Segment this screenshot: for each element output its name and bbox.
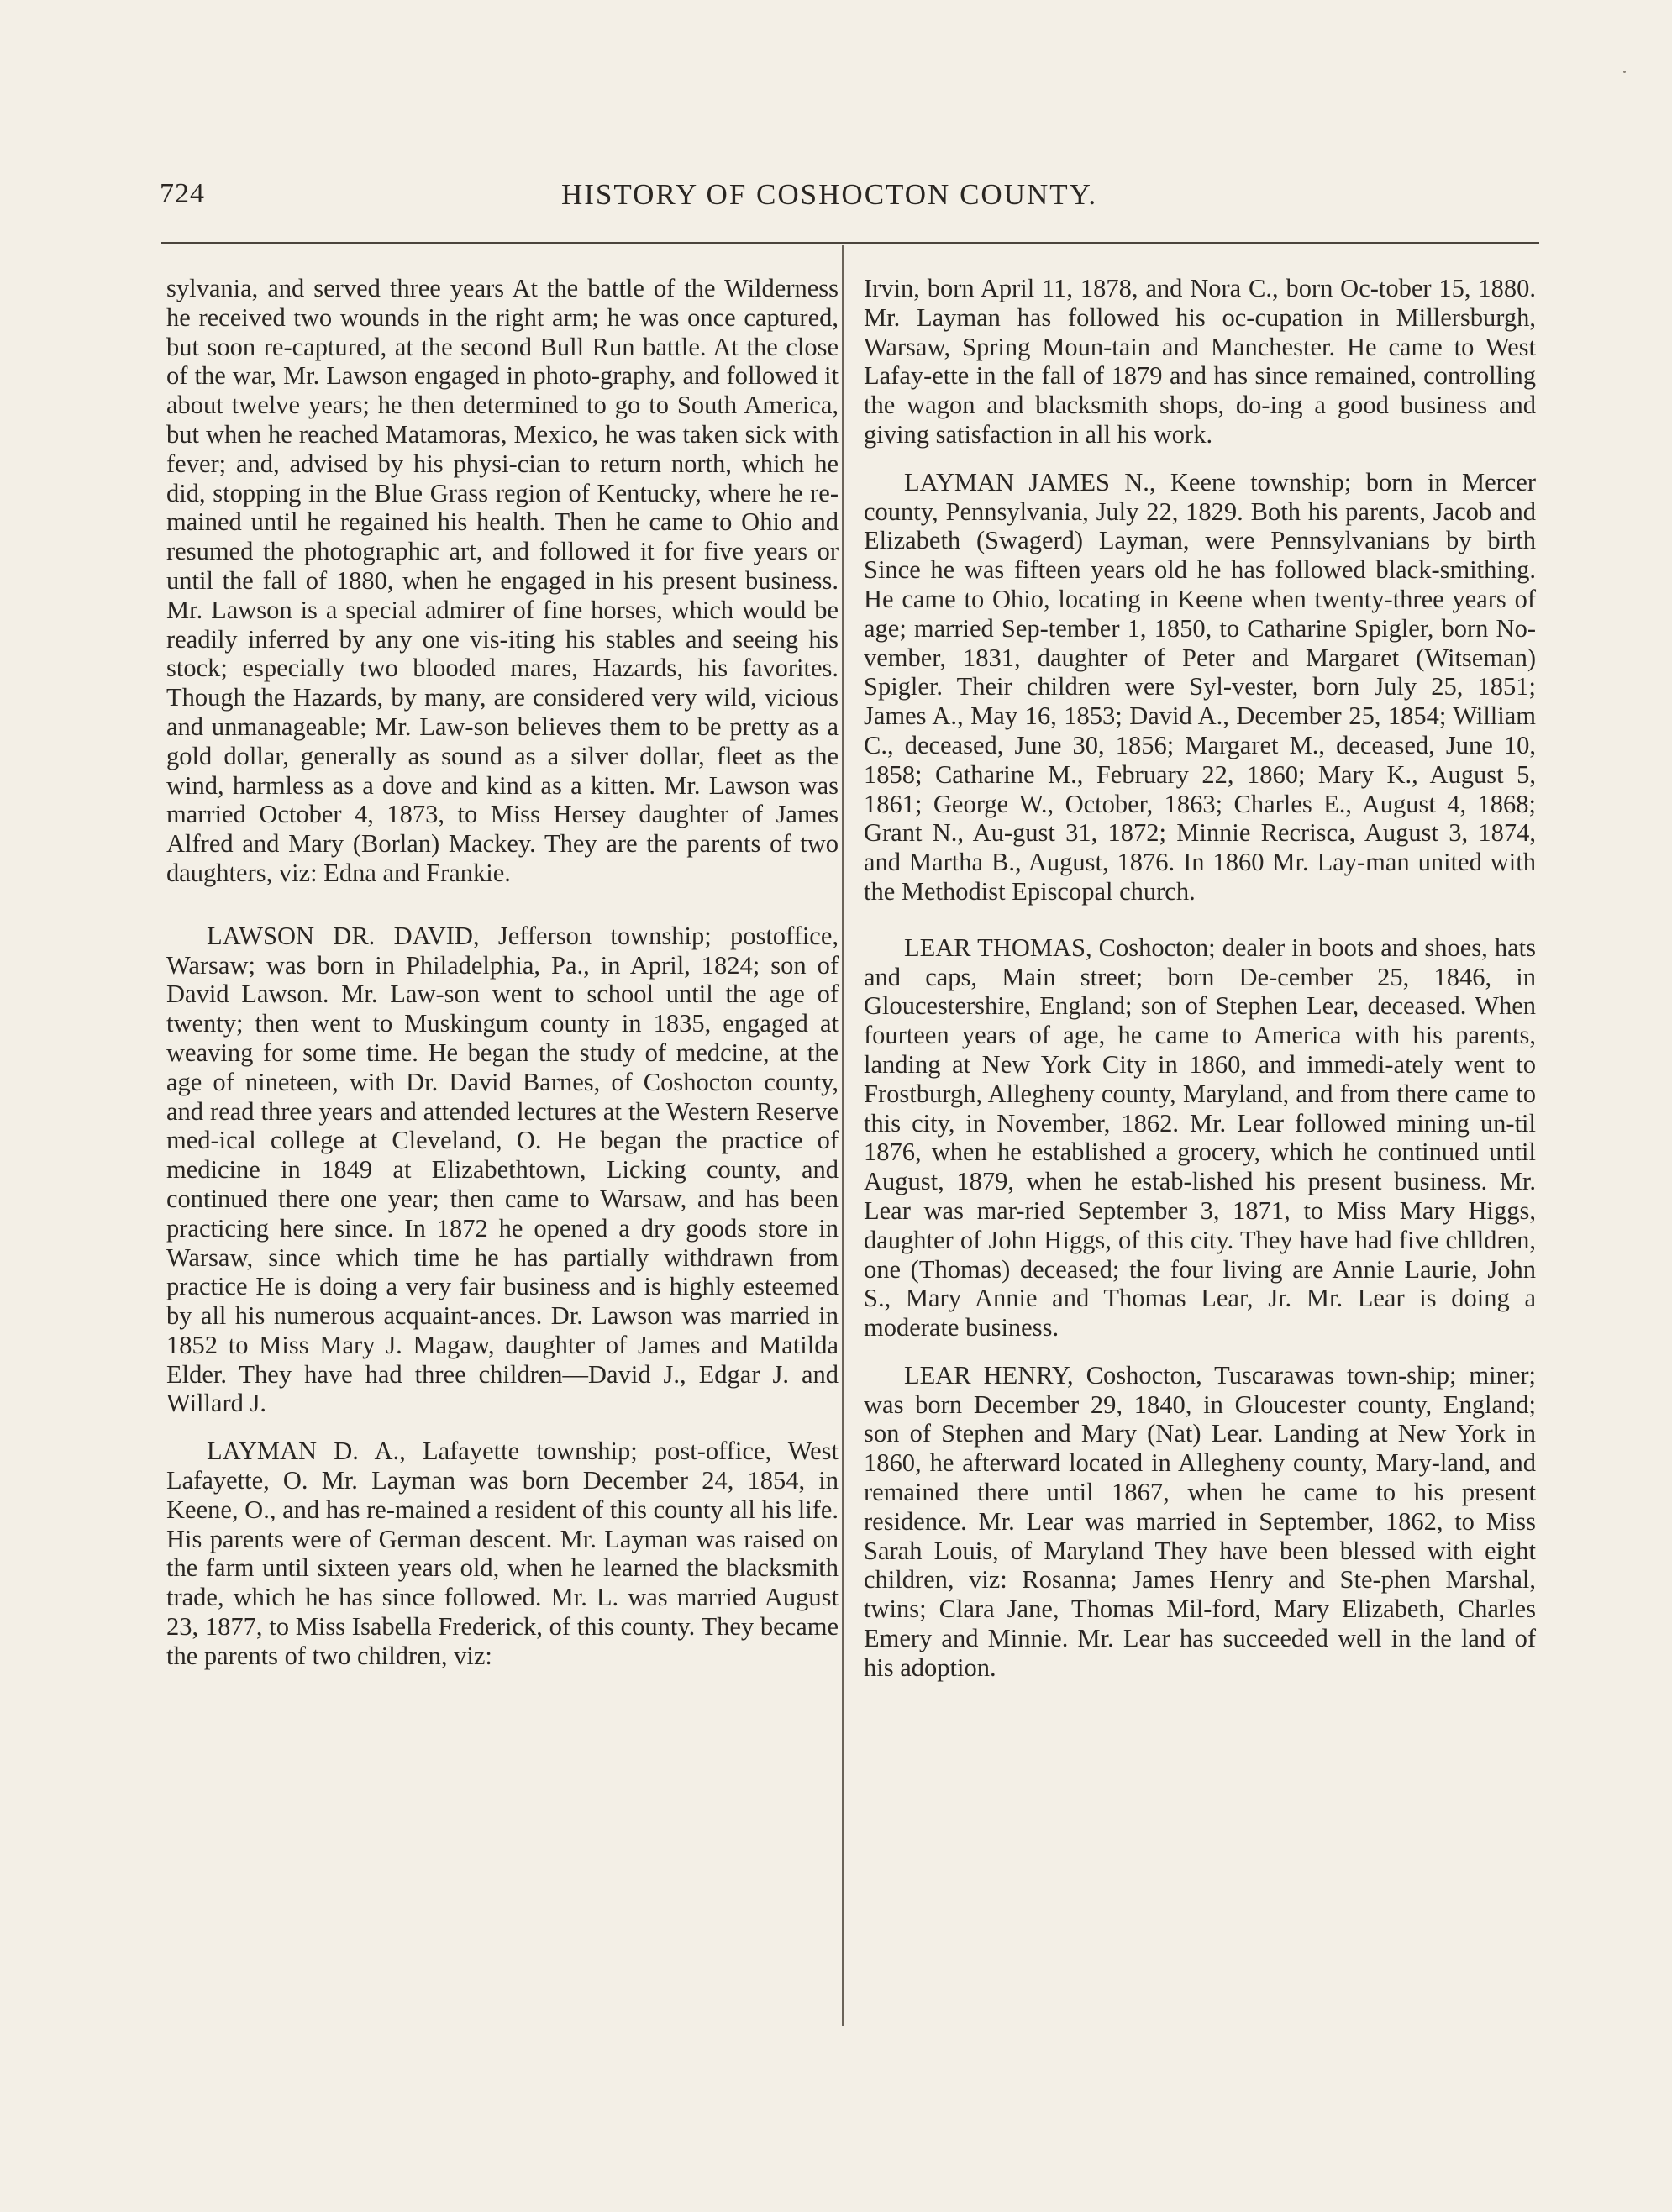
- entry-layman-d-a: LAYMAN D. A., Lafayette township; post-office, West Lafayette, O. Mr. Layman was born December 24, 1854, in Keene, O., and has re-mained a resident of this county all his life. His parents were of German descent. Mr. Layman was raised on the farm until sixteen years old, when he learned the blacksmith trade, which he has since followed. Mr. L. was married August 23, 1877, to Miss Isabella Frederick, of this county. They became the parents of two children, viz:: [166, 1437, 839, 1670]
- entry-lawson-david: LAWSON DR. DAVID, Jefferson township; postoffice, Warsaw; was born in Philadelphia, Pa., in April, 1824; son of David Lawson. Mr. Law-son went to school until the age of twenty; then went to Muskingum county in 1835, engaged at weaving for some time. He began the study of medcine, at the age of nineteen, with Dr. David Barnes, of Coshocton county, and read three years and attended lectures at the Western Reserve med-ical college at Cleveland, O. He began the practice of medicine in 1849 at Elizabethtown, Licking county, and continued there one year; then came to Warsaw, and has been practicing here since. In 1872 he opened a dry goods store in Warsaw, since which time he has partially withdrawn from practice He is doing a very fair business and is highly esteemed by all his numerous acquaint-ances. Dr. Lawson was married in 1852 to Miss Mary J. Magaw, daughter of James and Matilda Elder. They have had three children—David J., Edgar J. and Willard J.: [166, 921, 839, 1418]
- page-header: [160, 178, 1538, 229]
- entry-lear-thomas: LEAR THOMAS, Coshocton; dealer in boots and shoes, hats and caps, Main street; born De-cember 25, 1846, in Gloucestershire, England; son of Stephen Lear, deceased. When fourteen years of age, he came to America with his parents, landing at New York City in 1860, and immedi-ately went to Frostburgh, Allegheny county, Maryland, and from there came to this city, in November, 1862. Mr. Lear followed mining un-til 1876, when he established a grocery, which he continued until August, 1879, when he estab-lished his present business. Mr. Lear was mar-ried September 3, 1871, to Miss Mary Higgs, daughter of John Higgs, of this city. They have had five chlldren, one (Thomas) deceased; the four living are Annie Laurie, John S., Mary Annie and Thomas Lear, Jr. Mr. Lear is doing a moderate business.: [864, 933, 1536, 1342]
- entry-lear-henry: LEAR HENRY, Coshocton, Tuscarawas town-ship; miner; was born December 29, 1840, in Gloucester county, England; son of Stephen and Mary (Nat) Lear. Landing at New York in 1860, he afterward located in Allegheny county, Mary-land, and remained there until 1867, when he came to his present residence. Mr. Lear was married in September, 1862, to Miss Sarah Louis, of Maryland They have been blessed with eight children, viz: Rosanna; James Henry and Ste-phen Marshal, twins; Clara Jane, Thomas Mil-ford, Mary Elizabeth, Charles Emery and Minnie. Mr. Lear has succeeded well in the land of his adoption.: [864, 1360, 1536, 1682]
- left-column: [166, 274, 839, 1671]
- header-rule: [161, 242, 1539, 244]
- right-column: [864, 274, 1536, 1683]
- entry-layman-james: LAYMAN JAMES N., Keene township; born in Mercer county, Pennsylvania, July 22, 1829. Both his parents, Jacob and Elizabeth (Swagerd) Layman, were Pennsylvanians by birth Since he was fifteen years old he has followed black-smithing. He came to Ohio, locating in Keene when twenty-three years of age; married Sep-tember 1, 1850, to Catharine Spigler, born No-vember, 1831, daughter of Peter and Margaret (Witseman) Spigler. Their children were Syl-vester, born July 25, 1851; James A., May 16, 1853; David A., December 25, 1854; William C., deceased, June 30, 1856; Margaret M., deceased, June 10, 1858; Catharine M., February 22, 1860; Mary K., August 5, 1861; George W., October, 1863; Charles E., August 4, 1868; Grant N., Au-gust 31, 1872; Minnie Recrisca, August 3, 1874, and Martha B., August, 1876. In 1860 Mr. Lay-man united with the Methodist Episcopal church.: [864, 467, 1536, 906]
- column-divider: [842, 245, 844, 2026]
- page-number: 724: [160, 178, 205, 209]
- margin-speck: [1623, 71, 1626, 73]
- running-title: HISTORY OF COSHOCTON COUNTY.: [561, 178, 1098, 211]
- paragraph-lawson-continued: sylvania, and served three years At the battle of the Wilderness he received two wounds in the right arm; he was once captured, but soon re-captured, at the second Bull Run battle. At the close of the war, Mr. Lawson engaged in photo-graphy, and followed it about twelve years; he then determined to go to South America, but when he reached Matamoras, Mexico, he was taken sick with fever; and, advised by his physi-cian to return north, which he did, stopping in the Blue Grass region of Kentucky, where he re-mained until he regained his health. Then he came to Ohio and resumed the photographic art, and followed it for five years or until the fall of 1880, when he engaged in his present business. Mr. Lawson is a special admirer of fine horses, which would be readily inferred by any one vis-iting his stables and seeing his stock; especially two blooded mares, Hazards, his favorites. Though the Hazards, by many, are considered very wild, vicious and unmanageable; Mr. Law-son believes them to be pretty as a gold dollar, generally as sound as a silver dollar, fleet as the wind, harmless as a dove and kind as a kitten. Mr. Lawson was married October 4, 1873, to Miss Hersey daughter of James Alfred and Mary (Borlan) Mackey. They are the parents of two daughters, viz: Edna and Frankie.: [166, 274, 839, 887]
- paragraph-layman-continued: Irvin, born April 11, 1878, and Nora C., born Oc-tober 15, 1880. Mr. Layman has followed his oc-cupation in Millersburgh, Warsaw, Spring Moun-tain and Manchester. He came to West Lafay-ette in the fall of 1879 and has since remained, controlling the wagon and blacksmith shops, do-ing a good business and giving satisfaction in all his work.: [864, 274, 1536, 449]
